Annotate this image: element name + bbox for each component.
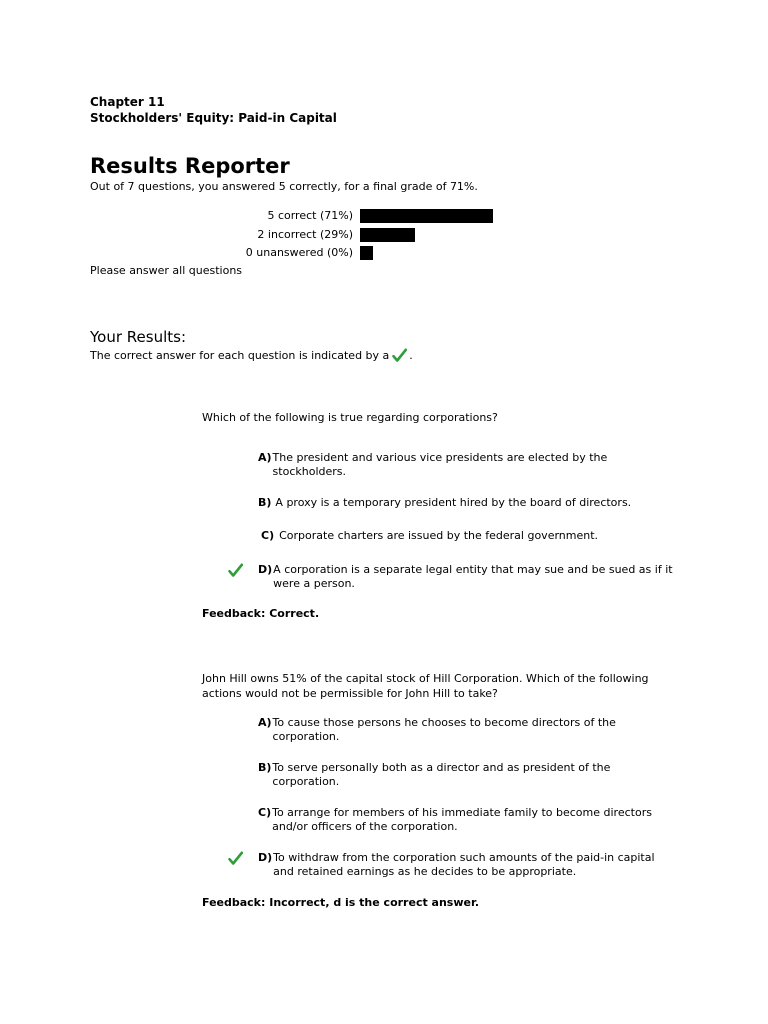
answer-letter: C) <box>258 806 272 819</box>
stat-label-correct: 5 correct (71%) <box>267 209 353 222</box>
checkmark-icon <box>392 348 407 363</box>
correct-answer-checkmark-icon <box>228 851 243 870</box>
answer-text: To withdraw from the corporation such amounts of the paid-in capital and retained earnings as he decides to be appropriate. <box>273 851 655 878</box>
answer-text: A corporation is a separate legal entity that may sue and be sued as if it were a person. <box>273 563 673 590</box>
answer-text: To serve personally both as a director and as president of the corporation. <box>272 761 611 788</box>
stat-row-unanswered <box>150 245 510 261</box>
question-1-answer-a <box>258 451 688 479</box>
stat-label-unanswered: 0 unanswered (0%) <box>245 246 353 259</box>
stat-label-incorrect: 2 incorrect (29%) <box>257 228 353 241</box>
question-1-feedback: Feedback: Correct. <box>202 607 320 620</box>
answer-letter: B) <box>258 761 272 774</box>
stat-row-correct <box>150 208 510 224</box>
question-2-text: John Hill owns 51% of the capital stock of Hill Corporation. Which of the following actions would not be permissible for John Hill to take? <box>202 672 649 700</box>
answer-text: To arrange for members of his immediate family to become directors and/or officers of the corporation. <box>272 806 652 833</box>
stat-bar-incorrect <box>360 228 415 242</box>
question-2-answer-a <box>258 716 688 744</box>
question-1-text: Which of the following is true regarding corporations? <box>202 411 498 424</box>
question-2-answer-b <box>258 761 688 789</box>
question-2-answer-d <box>258 851 688 879</box>
answer-text: The president and various vice presidents are elected by the stockholders. <box>272 451 608 478</box>
chapter-heading <box>90 94 337 126</box>
stat-bar-unanswered <box>360 246 373 260</box>
answer-letter: D) <box>258 563 273 576</box>
answer-text: A proxy is a temporary president hired by the board of directors. <box>275 496 632 509</box>
answer-letter: B) <box>258 496 272 509</box>
answer-letter: A) <box>258 451 272 464</box>
answer-text: To cause those persons he chooses to become directors of the corporation. <box>272 716 616 743</box>
answer-text: Corporate charters are issued by the federal government. <box>279 529 599 542</box>
results-summary: Out of 7 questions, you answered 5 correctly, for a final grade of 71%. <box>90 180 478 193</box>
chapter-subtitle: Stockholders' Equity: Paid-in Capital <box>90 111 337 125</box>
legend-end: . <box>409 349 413 362</box>
question-1-answer-b <box>258 496 688 510</box>
question-1-answer-d <box>258 563 688 591</box>
question-2-answer-c <box>258 806 688 834</box>
answer-all-note: Please answer all questions <box>90 264 243 277</box>
legend-text: The correct answer for each question is indicated by a <box>90 349 390 362</box>
answer-letter: D) <box>258 851 273 864</box>
your-results-heading: Your Results: <box>90 328 187 346</box>
question-2-feedback: Feedback: Incorrect, d is the correct answer. <box>202 896 480 909</box>
correct-answer-checkmark-icon <box>228 563 243 582</box>
answer-letter: A) <box>258 716 272 729</box>
results-reporter-title: Results Reporter <box>90 154 290 178</box>
answer-letter: C) <box>261 529 275 542</box>
stat-row-incorrect <box>150 227 510 243</box>
chapter-number: Chapter 11 <box>90 95 165 109</box>
question-1-answer-c <box>261 529 691 543</box>
checkmark-legend <box>90 348 413 363</box>
stat-bar-correct <box>360 209 493 223</box>
